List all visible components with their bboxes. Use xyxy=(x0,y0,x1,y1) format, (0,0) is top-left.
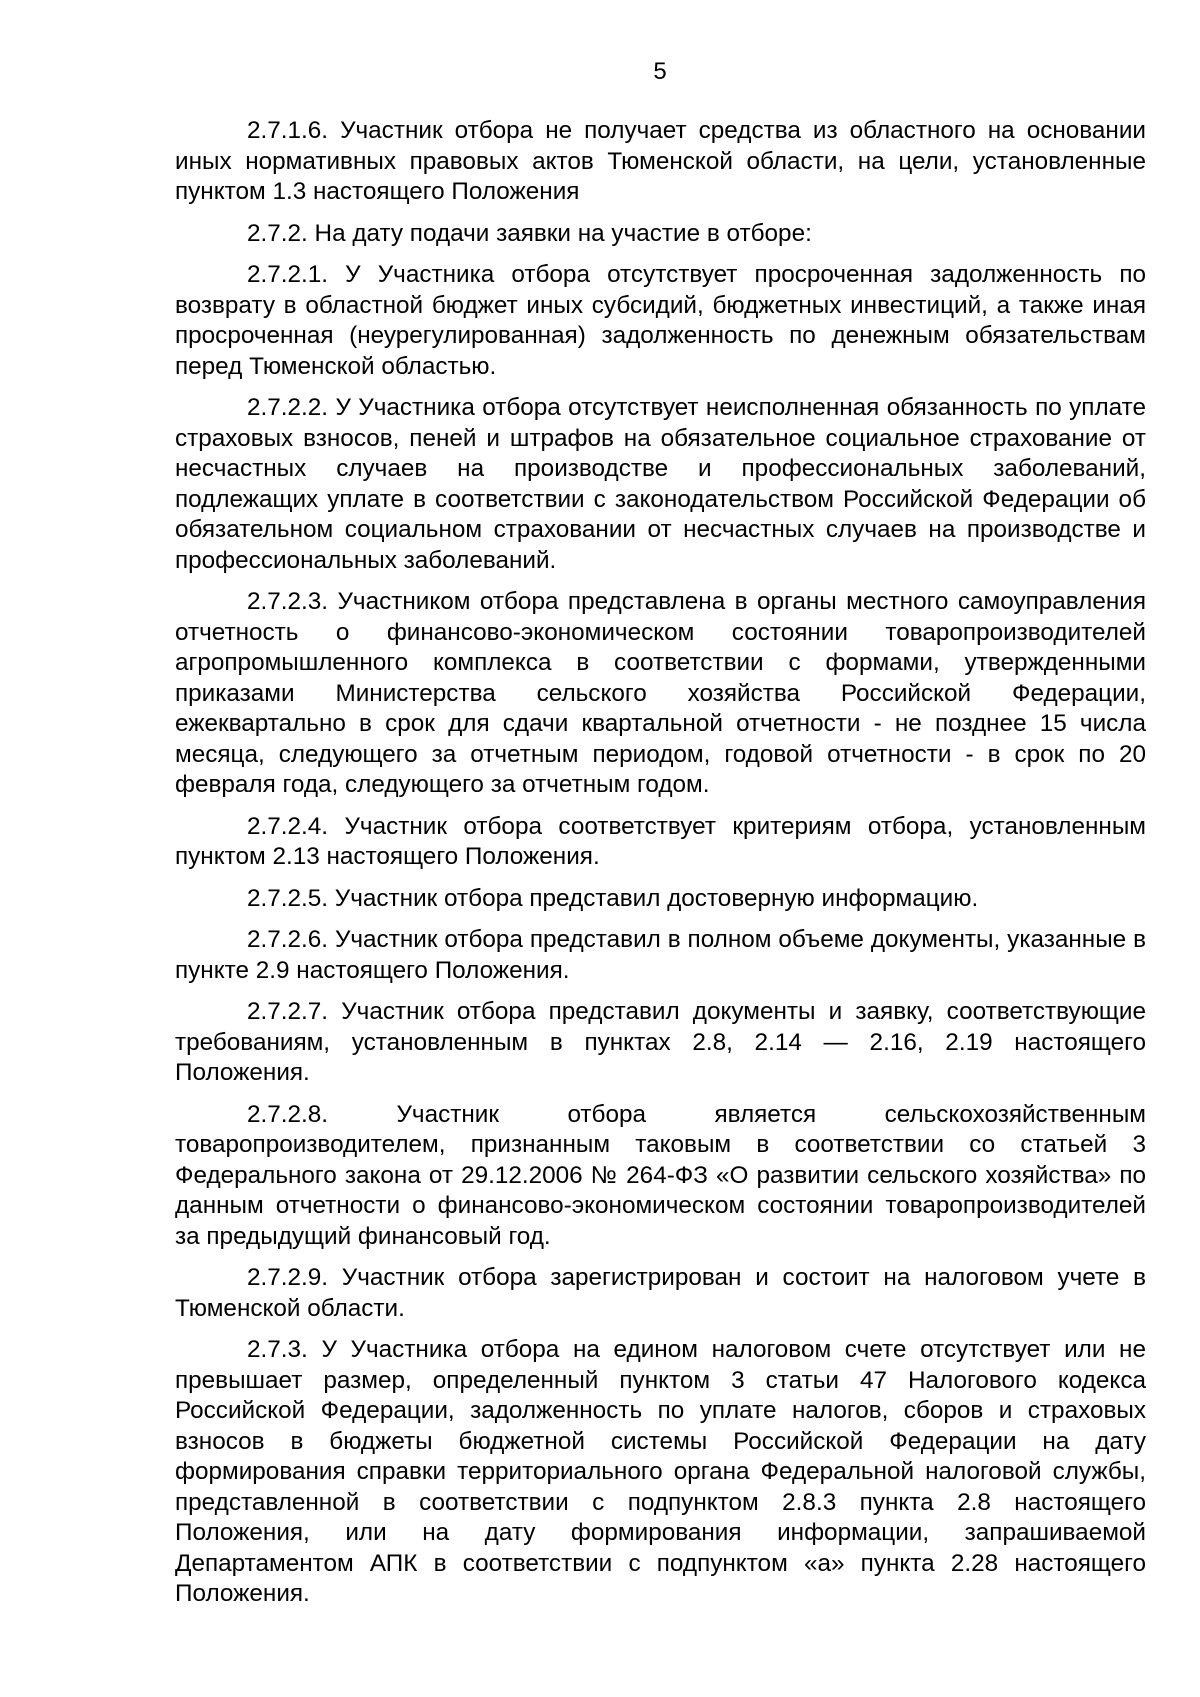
paragraph-2-7-2: 2.7.2. На дату подачи заявки на участие в отборе: xyxy=(247,219,812,247)
paragraph-2-7-2-6: 2.7.2.6. Участник отбора представил в полном объеме документы, указанные в пункте 2.9 настоящего Положения. xyxy=(175,926,1146,984)
paragraph-2-7-2-7: 2.7.2.7. Участник отбора представил документы и заявку, соответствующие требованиям, установленным в пунктах 2.8, 2.14 — 2.16, 2.19 настоящего Положения. xyxy=(175,998,1146,1086)
paragraph-2-7-2-5: 2.7.2.5. Участник отбора представил достоверную информацию. xyxy=(247,884,979,912)
paragraph-2-7-2-8: 2.7.2.8. Участник отбора является сельскохозяйственным товаропроизводителем, признанным таковым в соответствии со статьей 3 Федерального закона от 29.12.2006 № 264-ФЗ «О развитии сельского хозяйства» по данным отчетности о финансово-экономическом состоянии товаропроизводителей за предыдущий финансовый год. xyxy=(175,1100,1146,1250)
paragraph-2-7-2-2: 2.7.2.2. У Участника отбора отсутствует неисполненная обязанность по уплате страховых взносов, пеней и штрафов на обязательное социальное страхование от несчастных случаев на производстве и профессиональных заболеваний, подлежащих уплате в соответствии с законодательством Российской Федерации об обязательном социальном страховании от несчастных случаев на производстве и профессиональных заболеваний. xyxy=(175,394,1146,574)
paragraph-2-7-2-1: 2.7.2.1. У Участника отбора отсутствует просроченная задолженность по возврату в областной бюджет иных субсидий, бюджетных инвестиций, а также иная просроченная (неурегулированная) задолженность по денежным обязательствам перед Тюменской областью. xyxy=(175,261,1146,380)
document-body xyxy=(175,116,1146,1610)
paragraph-2-7-1-6: 2.7.1.6. Участник отбора не получает средства из областного на основании иных нормативных правовых актов Тюменской области, на цели, установленные пунктом 1.3 настоящего Положения xyxy=(175,117,1146,205)
paragraph-2-7-2-3: 2.7.2.3. Участником отбора представлена в органы местного самоуправления отчетность о финансово-экономическом состоянии товаропроизводителей агропромышленного комплекса в соответствии с формами, утвержденными приказами Министерства сельского хозяйства Российской Федерации, ежеквартально в срок для сдачи квартальной отчетности - не позднее 15 числа месяца, следующего за отчетным периодом, годовой отчетности - в срок по 20 февраля года, следующего за отчетным годом. xyxy=(175,588,1146,798)
page-number: 5 xyxy=(653,58,667,85)
paragraph-2-7-2-4: 2.7.2.4. Участник отбора соответствует критериям отбора, установленным пунктом 2.13 настоящего Положения. xyxy=(175,812,1146,870)
paragraph-2-7-3: 2.7.3. У Участника отбора на едином налоговом счете отсутствует или не превышает размер, определенный пунктом 3 статьи 47 Налогового кодекса Российской Федерации, задолженность по уплате налогов, сборов и страховых взносов в бюджеты бюджетной системы Российской Федерации на дату формирования справки территориального органа Федеральной налоговой службы, представленной в соответствии с подпунктом 2.8.3 пункта 2.8 настоящего Положения, или на дату формирования информации, запрашиваемой Департаментом АПК в соответствии с подпунктом «а» пункта 2.28 настоящего Положения. xyxy=(175,1336,1146,1607)
paragraph-2-7-2-9: 2.7.2.9. Участник отбора зарегистрирован и состоит на налоговом учете в Тюменской области. xyxy=(175,1264,1146,1322)
